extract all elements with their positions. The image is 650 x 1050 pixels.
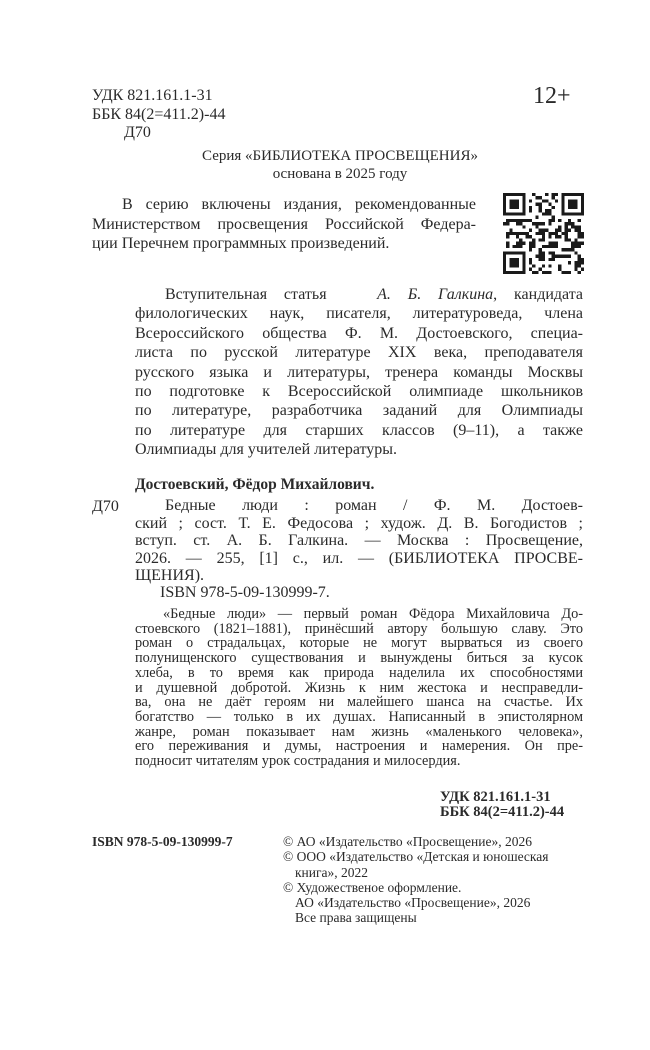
annotation bbox=[135, 607, 583, 769]
series-line: Серия «БИБЛИОТЕКА ПРОСВЕЩЕНИЯ» bbox=[202, 148, 478, 164]
age-rating: 12+ bbox=[533, 83, 571, 109]
intro-line bbox=[135, 285, 583, 304]
copyright-block bbox=[283, 834, 548, 926]
udk-code: УДК 821.161.1-31 bbox=[440, 789, 551, 805]
intro-line: Всероссийского общества Ф. М. Достоевского, специа- bbox=[135, 324, 583, 342]
intro-line: по литературе, разработчика заданий для Олимпиады bbox=[135, 402, 583, 420]
bbk-code: ББК 84(2=411.2)-44 bbox=[440, 804, 565, 820]
copyright-line: © ООО «Издательство «Детская и юношеская bbox=[283, 849, 549, 865]
copyright-line: © Художественое оформление. bbox=[283, 879, 462, 895]
intro-line: русского языка и литературы, тренера команды Москвы bbox=[135, 363, 583, 381]
copyright-line: © АО «Издательство «Просвещение», 2026 bbox=[283, 834, 532, 849]
copyright-line: книга», 2022 bbox=[295, 864, 369, 880]
series-line: основана в 2025 году bbox=[272, 165, 408, 182]
intro-line: филологических наук, писателя, литературоведа, члена bbox=[135, 305, 583, 323]
intro-text: Вступительная статья bbox=[165, 286, 327, 303]
note-line: В серию включены издания, рекомендованные bbox=[122, 196, 476, 213]
copyright-line: Все права защищены bbox=[295, 910, 417, 926]
note-line: ции Перечнем программных произведений. bbox=[92, 235, 390, 252]
footer-isbn: ISBN 978-5-09-130999-7 bbox=[92, 834, 233, 849]
intro-line: Олимпиады для учителей литературы. bbox=[135, 441, 398, 459]
annotation-line: хлеба, в то время как природа наделила их способностями bbox=[135, 664, 583, 681]
author-mark: Д70 bbox=[124, 124, 151, 141]
classification-block bbox=[92, 87, 225, 143]
qr-code-icon bbox=[503, 193, 584, 274]
annotation-classification bbox=[440, 790, 564, 820]
bbk-code: ББК 84(2=411.2)-44 bbox=[92, 105, 226, 123]
isbn: ISBN 978-5-09-130999-7. bbox=[160, 584, 330, 601]
intro-line: листа по русской литературе XIX века, преподавателя bbox=[135, 344, 583, 362]
series-info bbox=[150, 148, 530, 183]
book-author: Достоевский, Фёдор Михайлович. bbox=[135, 476, 375, 493]
author-mark-code: Д70 bbox=[92, 498, 119, 515]
annotation-line: стоевского (1821–1881), принёсший автору большую славу. Это bbox=[135, 620, 583, 637]
intro-line: по подготовке к Всероссийской олимпиаде школьников bbox=[135, 383, 583, 401]
copyright-line: АО «Издательство «Просвещение», 2026 bbox=[295, 895, 531, 911]
annotation-line: ва, она не даёт героям ни малейшего шанса на счастье. Их bbox=[135, 694, 583, 711]
inclusion-note bbox=[92, 195, 476, 254]
annotation-line: богатство — только в их душах. Написанный в эпистолярном bbox=[135, 708, 583, 725]
annotation-line: «Бедные люди» — первый роман Фёдора Михайловича До- bbox=[163, 606, 583, 622]
biblio-line: Бедные люди : роман / Ф. М. Достоев- bbox=[165, 497, 583, 514]
annotation-line: его переживания и думы, настроения и намерения. Он пре- bbox=[135, 738, 583, 755]
annotation-line: жанре, роман показывает нам жизнь «маленького человека», bbox=[135, 723, 583, 740]
intro-author: А. Б. Галкина bbox=[377, 286, 494, 303]
biblio-line: ЩЕНИЯ). bbox=[135, 567, 205, 585]
annotation-line: и душевной добротой. Жизнь к ним жестока и несправедли- bbox=[135, 679, 583, 696]
biblio-line: ский ; сост. Т. Е. Федосова ; худож. Д. В. Богодистов ; bbox=[135, 514, 583, 532]
annotation-line: полунищенского существования и вынуждены биться за кусок bbox=[135, 650, 583, 667]
intro-line: по литературе для старших классов (9–11), а также bbox=[135, 421, 583, 439]
note-line: Министерством просвещения Российской Федера- bbox=[92, 215, 476, 233]
annotation-line: подносит читателям урок сострадания и милосердия. bbox=[135, 753, 461, 770]
biblio-line: вступ. ст. А. Б. Галкина. — Москва : Просвещение, bbox=[135, 532, 583, 550]
intro-text: , кандидата bbox=[493, 286, 584, 303]
biblio-line: 2026. — 255, [1] с., ил. — (БИБЛИОТЕКА ПРОСВЕ- bbox=[135, 549, 583, 567]
intro-paragraph bbox=[135, 285, 583, 460]
udk-code: УДК 821.161.1-31 bbox=[92, 87, 213, 104]
bibliographic-description bbox=[135, 497, 583, 585]
annotation-line: роман о страдальцах, которые не могут вырваться из своего bbox=[135, 635, 583, 652]
